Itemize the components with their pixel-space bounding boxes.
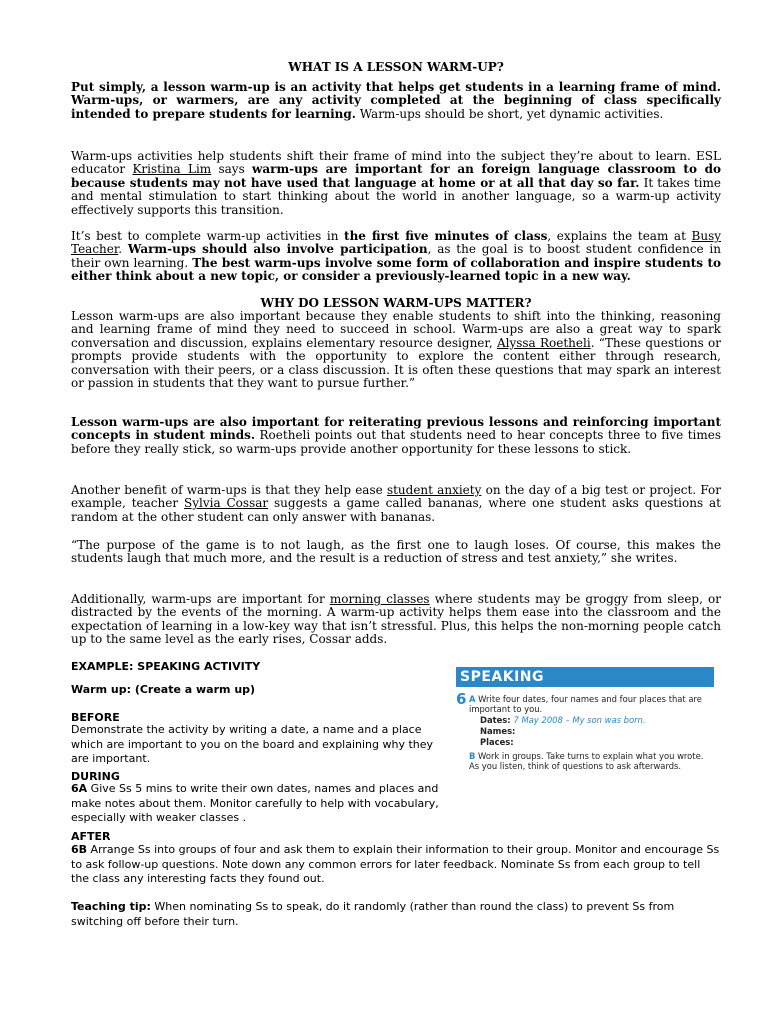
link-sylvia-cossar[interactable]: Sylvia Cossar <box>184 496 269 511</box>
link-kristina-lim[interactable]: Kristina Lim <box>132 162 212 177</box>
text: Roetheli points out that students need to hear concepts three to five times before they really stick, so warm-ups provide another opportunity for these lessons to stick. <box>71 428 721 456</box>
text: Another benefit of warm-ups is that they help ease <box>71 483 387 497</box>
page-title: WHAT IS A LESSON WARM-UP? <box>288 60 504 74</box>
step-ref: 6B <box>71 843 88 856</box>
text: Lesson warm-ups are also important because they enable students to shift into the thinking, reasoning and learning frame of mind they need to succeed in school. Warm-ups are also a great way to spark conversation and discussion, explains elementary resource designer, <box>71 309 721 350</box>
bold-text: Warm-ups should also involve participation <box>127 242 428 257</box>
paragraph-frame-of-mind <box>71 150 721 217</box>
exercise-number: 6 <box>456 690 467 708</box>
teaching-tip <box>71 900 721 929</box>
dates-label: Dates: <box>480 715 514 725</box>
places-row <box>480 737 514 747</box>
example-heading: EXAMPLE: SPEAKING ACTIVITY <box>71 660 261 673</box>
before-label: BEFORE <box>71 711 120 724</box>
text: . “These questions or prompts provide students with the opportunity to explore the content either through research, conversation with their peers, or a class discussion. It is often these questions that may spark an interest or passion in students that they want to pursue further.” <box>71 335 722 391</box>
paragraph-definition <box>71 81 721 121</box>
paragraph-morning <box>71 593 721 647</box>
text: suggests a game called bananas, where one student asks questions at random at the other student can only answer with bananas. <box>71 496 721 524</box>
paragraph-timing <box>71 230 721 284</box>
text: Warm-ups activities help students shift their frame of mind into the subject they’re about to learn. ESL educator <box>71 149 721 177</box>
link-busy-teacher[interactable]: Busy Teacher <box>71 229 721 257</box>
after-label: AFTER <box>71 830 111 843</box>
text: Additionally, warm-ups are important for <box>71 592 330 606</box>
step-ref: 6A <box>71 782 88 795</box>
text: on the day of a big test or project. For example, teacher <box>71 483 721 511</box>
paragraph-why-matter <box>71 310 721 390</box>
names-row <box>480 726 515 736</box>
speaking-banner-title: SPEAKING <box>460 669 545 685</box>
bold-text: Lesson warm-ups are also important for reiterating previous lessons and reinforcing important concepts in student minds. <box>71 415 721 443</box>
paragraph-anxiety <box>71 484 721 524</box>
text: It takes time and mental stimulation to start thinking about the world in another language, so a warm-up activity effectively supports this transition. <box>71 175 722 217</box>
dates-example: 7 May 2008 – My son was born. <box>513 715 646 725</box>
places-label: Places: <box>480 737 514 747</box>
link-student-anxiety[interactable]: student anxiety <box>386 483 482 497</box>
text: When nominating Ss to speak, do it randomly (rather than round the class) to prevent Ss from switching off before their turn. <box>71 900 675 928</box>
text: , as the goal is to boost student confidence in their own learning. <box>71 242 721 270</box>
exercise-a <box>469 694 709 714</box>
section-heading: WHY DO LESSON WARM-UPS MATTER? <box>260 296 532 310</box>
text: It’s best to complete warm-up activities in <box>71 229 345 243</box>
text: Warm-ups should be short, yet dynamic activities. <box>355 106 664 121</box>
before-text: Demonstrate the activity by writing a date, a name and a place which are important to you on the board and explaining why they are important. <box>71 723 434 765</box>
text: Work in groups. Take turns to explain what you wrote. As you listen, think of questions to ask afterwards. <box>469 751 704 772</box>
exercise-b-label: B <box>469 751 476 761</box>
text: Arrange Ss into groups of four and ask them to explain their information to their group. Monitor and encourage Ss to ask follow-up questions. Note down any common errors for later feedback. Nominate Ss from each group to tell the class any interesting facts they found out. <box>71 843 720 885</box>
tip-label: Teaching tip: <box>71 900 151 913</box>
bold-text: the first five minutes of class <box>344 229 548 243</box>
bold-text: The best warm-ups involve some form of collaboration and inspire students to either think about a new topic, or consider a previously-learned topic in a new way. <box>71 255 722 284</box>
exercise-a-label: A <box>469 694 476 704</box>
text: Write four dates, four names and four places that are important to you. <box>469 694 702 715</box>
link-alyssa-roetheli[interactable]: Alyssa Roetheli <box>496 335 591 350</box>
paragraph-reiterating <box>71 416 721 456</box>
speaking-excerpt <box>456 667 714 792</box>
during-text <box>71 782 443 826</box>
dates-row <box>480 715 710 725</box>
text: , explains the team at <box>547 229 692 243</box>
warmup-label: Warm up: (Create a warm up) <box>71 683 256 696</box>
text: where students may be groggy from sleep, or distracted by the events of the morning. A warm-up activity helps them ease into the classroom and the expectation of learning in a low-key way that isn’t stressful. Plus, this helps the non-morning people catch up to the same level as the early rises, Cossar adds. <box>71 592 722 647</box>
paragraph-quote: “The purpose of the game is to not laugh, as the first one to laugh loses. Of course, this makes the students laugh that much more, and the result is a reduction of stress and test anxiety,” she writes. <box>71 538 721 566</box>
link-morning-classes[interactable]: morning classes <box>329 592 430 606</box>
names-label: Names: <box>480 726 516 736</box>
after-text <box>71 843 721 887</box>
bold-text: Put simply, a lesson warm-up is an activity that helps get students in a learning frame of mind. Warm-ups, or warmers, are any activity completed at the beginning of class specifically intended to prepare students for learning. <box>71 80 721 121</box>
during-label: DURING <box>71 770 120 783</box>
exercise-b <box>469 751 709 771</box>
bold-text: warm-ups are important for an foreign language classroom to do because students may not have used that language at home or at all that day so far. <box>71 162 722 190</box>
text: Give Ss 5 mins to write their own dates, names and places and make notes about them. Monitor carefully to help with vocabulary, especially with weaker classes . <box>71 782 439 824</box>
text: says <box>211 162 253 177</box>
text: . <box>118 242 128 257</box>
speaking-banner <box>456 667 714 687</box>
